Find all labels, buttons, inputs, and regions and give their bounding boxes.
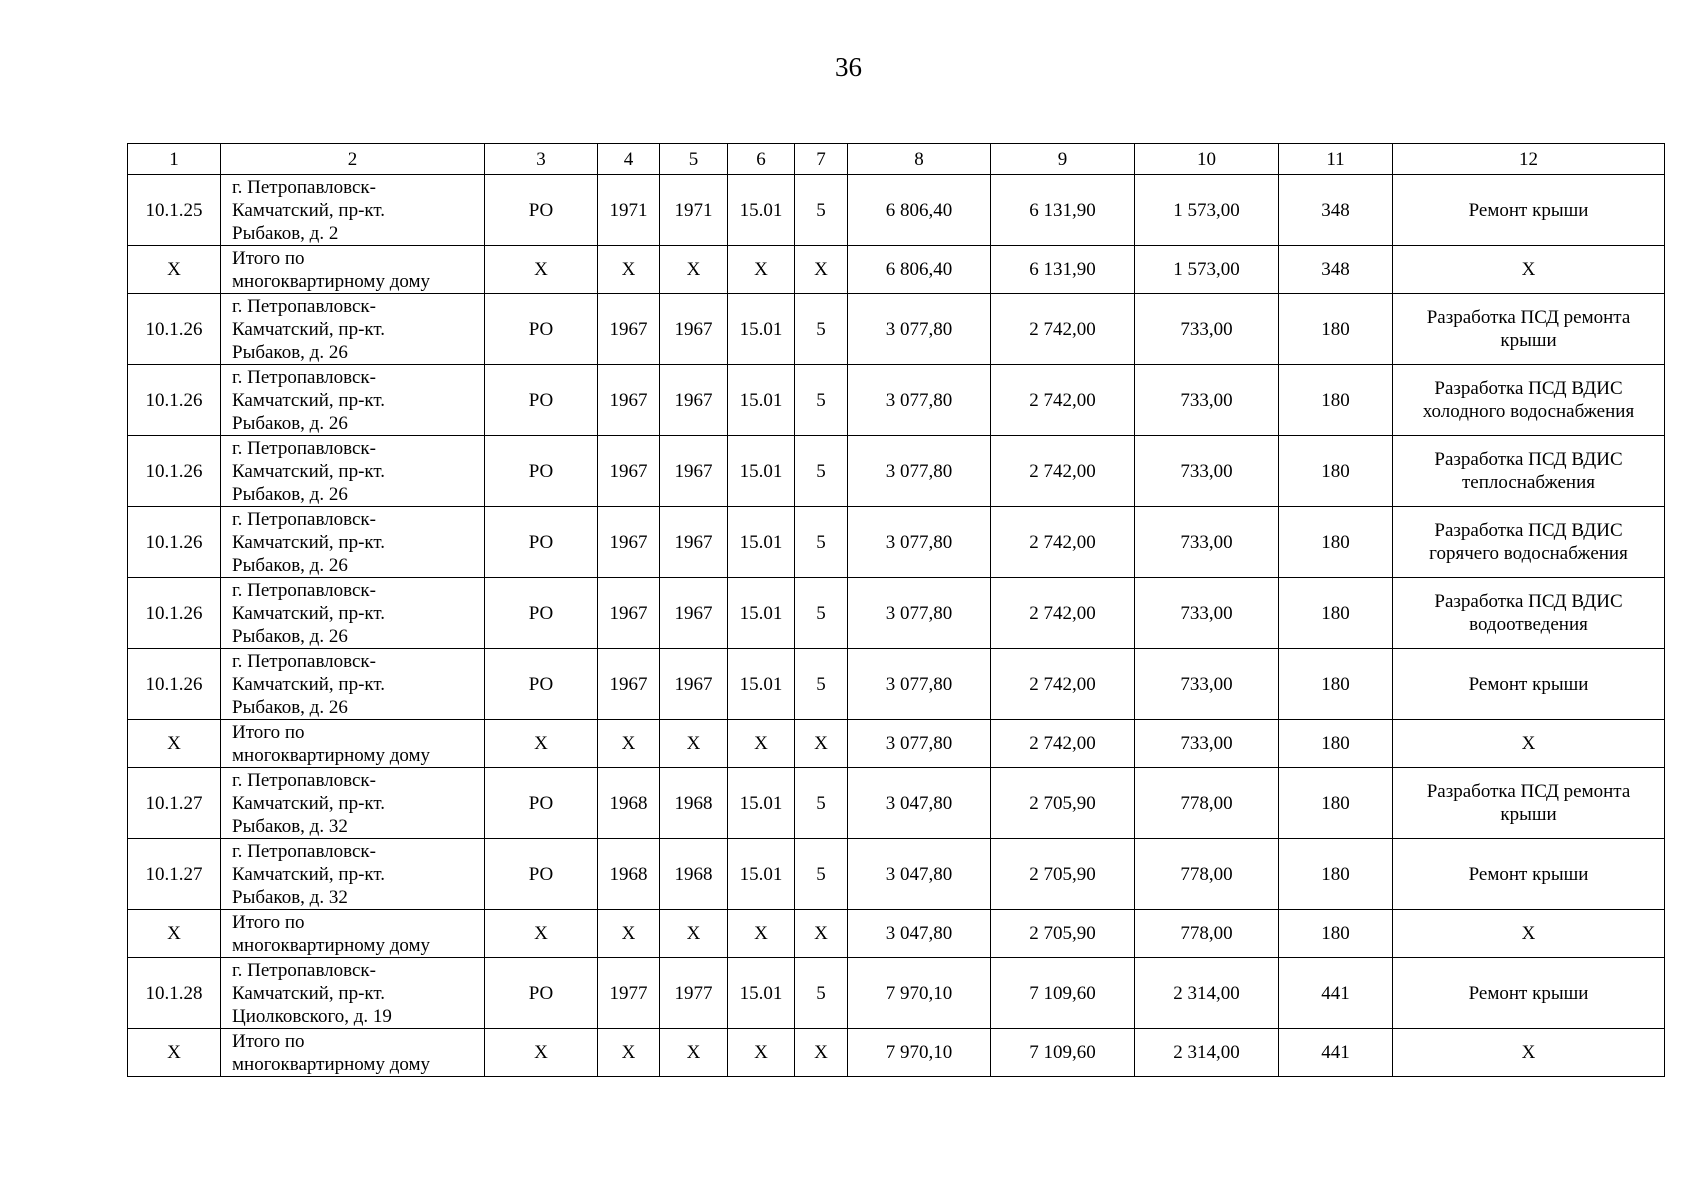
cell-floors: Х bbox=[795, 720, 848, 768]
table-row bbox=[128, 649, 1665, 720]
cell-living-area: 2 742,00 bbox=[991, 365, 1135, 436]
cell-work-type: Разработка ПСД ВДИС водоотведения bbox=[1393, 578, 1665, 649]
cell-living-area: 2 742,00 bbox=[991, 720, 1135, 768]
table-row bbox=[128, 436, 1665, 507]
cell-residents: 180 bbox=[1279, 436, 1393, 507]
cell-residents: 348 bbox=[1279, 175, 1393, 246]
cell-work-type: Разработка ПСД ремонта крыши bbox=[1393, 294, 1665, 365]
cell-year-commissioned: Х bbox=[660, 1029, 728, 1077]
cell-year-commissioned: 1968 bbox=[660, 768, 728, 839]
cell-living-area: 6 131,90 bbox=[991, 246, 1135, 294]
cell-address: г. Петропавловск- Камчатский, пр-кт. Циолковского, д. 19 bbox=[221, 958, 485, 1029]
cell-total-area: 3 077,80 bbox=[848, 720, 991, 768]
cell-floors: Х bbox=[795, 1029, 848, 1077]
cell-common-area: 733,00 bbox=[1135, 649, 1279, 720]
cell-residents: 180 bbox=[1279, 578, 1393, 649]
cell-year-commissioned: 1967 bbox=[660, 365, 728, 436]
cell-address: Итого по многоквартирному дому bbox=[221, 910, 485, 958]
cell-total-area: 3 047,80 bbox=[848, 910, 991, 958]
table-row bbox=[128, 507, 1665, 578]
cell-owner-type: РО bbox=[485, 294, 598, 365]
cell-year-built: 1967 bbox=[598, 436, 660, 507]
cell-common-area: 733,00 bbox=[1135, 578, 1279, 649]
cell-floors: 5 bbox=[795, 294, 848, 365]
cell-living-area: 2 705,90 bbox=[991, 839, 1135, 910]
column-number-header: 1 bbox=[128, 144, 221, 175]
cell-floors: 5 bbox=[795, 649, 848, 720]
cell-common-area: 778,00 bbox=[1135, 910, 1279, 958]
cell-row-number: 10.1.26 bbox=[128, 578, 221, 649]
cell-residents: 441 bbox=[1279, 958, 1393, 1029]
cell-living-area: 2 705,90 bbox=[991, 910, 1135, 958]
cell-year-built: Х bbox=[598, 910, 660, 958]
cell-year-commissioned: Х bbox=[660, 720, 728, 768]
cell-row-number: 10.1.27 bbox=[128, 839, 221, 910]
cell-year-built: 1967 bbox=[598, 294, 660, 365]
cell-common-area: 1 573,00 bbox=[1135, 175, 1279, 246]
cell-row-number: Х bbox=[128, 720, 221, 768]
cell-wall-material: 15.01 bbox=[728, 649, 795, 720]
cell-address: Итого по многоквартирному дому bbox=[221, 1029, 485, 1077]
cell-work-type: Х bbox=[1393, 1029, 1665, 1077]
table-row bbox=[128, 365, 1665, 436]
table-row bbox=[128, 768, 1665, 839]
cell-living-area: 2 705,90 bbox=[991, 768, 1135, 839]
cell-year-commissioned: Х bbox=[660, 246, 728, 294]
cell-address: г. Петропавловск- Камчатский, пр-кт. Рыбаков, д. 26 bbox=[221, 294, 485, 365]
cell-common-area: 778,00 bbox=[1135, 839, 1279, 910]
cell-row-number: 10.1.26 bbox=[128, 365, 221, 436]
cell-floors: Х bbox=[795, 246, 848, 294]
cell-row-number: 10.1.28 bbox=[128, 958, 221, 1029]
cell-residents: 180 bbox=[1279, 649, 1393, 720]
cell-work-type: Ремонт крыши bbox=[1393, 175, 1665, 246]
column-number-header: 9 bbox=[991, 144, 1135, 175]
cell-owner-type: РО bbox=[485, 578, 598, 649]
cell-year-built: Х bbox=[598, 246, 660, 294]
cell-year-commissioned: Х bbox=[660, 910, 728, 958]
cell-row-number: 10.1.25 bbox=[128, 175, 221, 246]
cell-common-area: 1 573,00 bbox=[1135, 246, 1279, 294]
table-row bbox=[128, 578, 1665, 649]
cell-total-area: 3 077,80 bbox=[848, 436, 991, 507]
cell-total-area: 3 077,80 bbox=[848, 649, 991, 720]
cell-wall-material: Х bbox=[728, 1029, 795, 1077]
cell-living-area: 2 742,00 bbox=[991, 436, 1135, 507]
cell-total-area: 3 047,80 bbox=[848, 839, 991, 910]
column-number-header: 12 bbox=[1393, 144, 1665, 175]
cell-work-type: Разработка ПСД ВДИС горячего водоснабжения bbox=[1393, 507, 1665, 578]
cell-wall-material: 15.01 bbox=[728, 175, 795, 246]
cell-common-area: 733,00 bbox=[1135, 507, 1279, 578]
cell-work-type: Разработка ПСД ремонта крыши bbox=[1393, 768, 1665, 839]
cell-owner-type: РО bbox=[485, 958, 598, 1029]
cell-floors: 5 bbox=[795, 507, 848, 578]
cell-common-area: 733,00 bbox=[1135, 720, 1279, 768]
cell-total-area: 3 077,80 bbox=[848, 294, 991, 365]
cell-address: г. Петропавловск- Камчатский, пр-кт. Рыбаков, д. 26 bbox=[221, 578, 485, 649]
cell-floors: 5 bbox=[795, 839, 848, 910]
cell-owner-type: РО bbox=[485, 649, 598, 720]
cell-work-type: Ремонт крыши bbox=[1393, 958, 1665, 1029]
cell-year-built: 1968 bbox=[598, 768, 660, 839]
cell-living-area: 6 131,90 bbox=[991, 175, 1135, 246]
cell-work-type: Ремонт крыши bbox=[1393, 649, 1665, 720]
cell-address: г. Петропавловск- Камчатский, пр-кт. Рыбаков, д. 32 bbox=[221, 839, 485, 910]
cell-row-number: 10.1.26 bbox=[128, 507, 221, 578]
cell-total-area: 3 077,80 bbox=[848, 578, 991, 649]
cell-wall-material: Х bbox=[728, 910, 795, 958]
cell-row-number: Х bbox=[128, 246, 221, 294]
column-number-header: 10 bbox=[1135, 144, 1279, 175]
cell-common-area: 2 314,00 bbox=[1135, 1029, 1279, 1077]
cell-wall-material: 15.01 bbox=[728, 294, 795, 365]
table-row bbox=[128, 958, 1665, 1029]
table-row bbox=[128, 294, 1665, 365]
cell-row-number: 10.1.26 bbox=[128, 649, 221, 720]
cell-residents: 180 bbox=[1279, 294, 1393, 365]
cell-living-area: 2 742,00 bbox=[991, 294, 1135, 365]
cell-owner-type: Х bbox=[485, 910, 598, 958]
cell-total-area: 3 047,80 bbox=[848, 768, 991, 839]
total-row bbox=[128, 246, 1665, 294]
cell-year-commissioned: 1967 bbox=[660, 507, 728, 578]
cell-work-type: Ремонт крыши bbox=[1393, 839, 1665, 910]
cell-living-area: 2 742,00 bbox=[991, 578, 1135, 649]
cell-owner-type: Х bbox=[485, 720, 598, 768]
total-row bbox=[128, 720, 1665, 768]
cell-living-area: 2 742,00 bbox=[991, 507, 1135, 578]
cell-common-area: 733,00 bbox=[1135, 365, 1279, 436]
cell-wall-material: 15.01 bbox=[728, 578, 795, 649]
cell-residents: 180 bbox=[1279, 365, 1393, 436]
cell-address: г. Петропавловск- Камчатский, пр-кт. Рыбаков, д. 2 bbox=[221, 175, 485, 246]
page-number: 36 bbox=[835, 52, 862, 82]
cell-living-area: 2 742,00 bbox=[991, 649, 1135, 720]
cell-total-area: 6 806,40 bbox=[848, 175, 991, 246]
cell-year-commissioned: 1967 bbox=[660, 649, 728, 720]
cell-residents: 180 bbox=[1279, 720, 1393, 768]
cell-living-area: 7 109,60 bbox=[991, 958, 1135, 1029]
cell-wall-material: 15.01 bbox=[728, 365, 795, 436]
column-number-header: 7 bbox=[795, 144, 848, 175]
capital-repair-table bbox=[127, 143, 1665, 1077]
cell-year-built: 1967 bbox=[598, 578, 660, 649]
cell-wall-material: 15.01 bbox=[728, 839, 795, 910]
cell-wall-material: Х bbox=[728, 720, 795, 768]
cell-year-commissioned: 1967 bbox=[660, 578, 728, 649]
column-number-header: 4 bbox=[598, 144, 660, 175]
cell-year-built: 1968 bbox=[598, 839, 660, 910]
cell-address: г. Петропавловск- Камчатский, пр-кт. Рыбаков, д. 26 bbox=[221, 365, 485, 436]
table-row bbox=[128, 175, 1665, 246]
cell-address: Итого по многоквартирному дому bbox=[221, 246, 485, 294]
cell-row-number: 10.1.26 bbox=[128, 436, 221, 507]
table-header-row bbox=[128, 144, 1665, 175]
column-number-header: 6 bbox=[728, 144, 795, 175]
cell-owner-type: РО bbox=[485, 436, 598, 507]
cell-year-built: Х bbox=[598, 1029, 660, 1077]
cell-address: г. Петропавловск- Камчатский, пр-кт. Рыбаков, д. 26 bbox=[221, 436, 485, 507]
cell-address: г. Петропавловск- Камчатский, пр-кт. Рыбаков, д. 26 bbox=[221, 649, 485, 720]
cell-common-area: 2 314,00 bbox=[1135, 958, 1279, 1029]
cell-address: г. Петропавловск- Камчатский, пр-кт. Рыбаков, д. 32 bbox=[221, 768, 485, 839]
cell-owner-type: РО bbox=[485, 365, 598, 436]
cell-residents: 180 bbox=[1279, 507, 1393, 578]
cell-wall-material: 15.01 bbox=[728, 768, 795, 839]
cell-row-number: 10.1.27 bbox=[128, 768, 221, 839]
cell-row-number: Х bbox=[128, 910, 221, 958]
cell-wall-material: 15.01 bbox=[728, 958, 795, 1029]
cell-year-commissioned: 1967 bbox=[660, 294, 728, 365]
cell-year-commissioned: 1967 bbox=[660, 436, 728, 507]
cell-owner-type: РО bbox=[485, 839, 598, 910]
column-number-header: 3 bbox=[485, 144, 598, 175]
cell-total-area: 3 077,80 bbox=[848, 365, 991, 436]
cell-year-built: 1967 bbox=[598, 507, 660, 578]
cell-work-type: Разработка ПСД ВДИС теплоснабжения bbox=[1393, 436, 1665, 507]
cell-residents: 348 bbox=[1279, 246, 1393, 294]
cell-owner-type: РО bbox=[485, 175, 598, 246]
cell-year-commissioned: 1971 bbox=[660, 175, 728, 246]
cell-year-built: Х bbox=[598, 720, 660, 768]
cell-row-number: Х bbox=[128, 1029, 221, 1077]
total-row bbox=[128, 910, 1665, 958]
cell-owner-type: Х bbox=[485, 1029, 598, 1077]
cell-owner-type: РО bbox=[485, 768, 598, 839]
cell-floors: 5 bbox=[795, 175, 848, 246]
cell-residents: 180 bbox=[1279, 839, 1393, 910]
cell-work-type: Разработка ПСД ВДИС холодного водоснабжения bbox=[1393, 365, 1665, 436]
cell-year-built: 1967 bbox=[598, 649, 660, 720]
cell-common-area: 733,00 bbox=[1135, 436, 1279, 507]
cell-wall-material: 15.01 bbox=[728, 507, 795, 578]
cell-work-type: Х bbox=[1393, 910, 1665, 958]
table-row bbox=[128, 839, 1665, 910]
cell-total-area: 6 806,40 bbox=[848, 246, 991, 294]
column-number-header: 11 bbox=[1279, 144, 1393, 175]
cell-residents: 441 bbox=[1279, 1029, 1393, 1077]
cell-wall-material: 15.01 bbox=[728, 436, 795, 507]
cell-total-area: 3 077,80 bbox=[848, 507, 991, 578]
cell-residents: 180 bbox=[1279, 910, 1393, 958]
cell-work-type: Х bbox=[1393, 720, 1665, 768]
cell-owner-type: РО bbox=[485, 507, 598, 578]
column-number-header: 8 bbox=[848, 144, 991, 175]
column-number-header: 2 bbox=[221, 144, 485, 175]
cell-work-type: Х bbox=[1393, 246, 1665, 294]
cell-address: Итого по многоквартирному дому bbox=[221, 720, 485, 768]
cell-residents: 180 bbox=[1279, 768, 1393, 839]
cell-address: г. Петропавловск- Камчатский, пр-кт. Рыбаков, д. 26 bbox=[221, 507, 485, 578]
column-number-header: 5 bbox=[660, 144, 728, 175]
cell-year-commissioned: 1977 bbox=[660, 958, 728, 1029]
cell-floors: Х bbox=[795, 910, 848, 958]
cell-year-commissioned: 1968 bbox=[660, 839, 728, 910]
cell-total-area: 7 970,10 bbox=[848, 958, 991, 1029]
table-body bbox=[128, 144, 1665, 1077]
cell-owner-type: Х bbox=[485, 246, 598, 294]
cell-common-area: 778,00 bbox=[1135, 768, 1279, 839]
cell-year-built: 1971 bbox=[598, 175, 660, 246]
cell-floors: 5 bbox=[795, 436, 848, 507]
cell-year-built: 1967 bbox=[598, 365, 660, 436]
cell-common-area: 733,00 bbox=[1135, 294, 1279, 365]
cell-year-built: 1977 bbox=[598, 958, 660, 1029]
cell-wall-material: Х bbox=[728, 246, 795, 294]
cell-row-number: 10.1.26 bbox=[128, 294, 221, 365]
total-row bbox=[128, 1029, 1665, 1077]
cell-floors: 5 bbox=[795, 365, 848, 436]
cell-living-area: 7 109,60 bbox=[991, 1029, 1135, 1077]
cell-floors: 5 bbox=[795, 768, 848, 839]
cell-floors: 5 bbox=[795, 578, 848, 649]
cell-total-area: 7 970,10 bbox=[848, 1029, 991, 1077]
cell-floors: 5 bbox=[795, 958, 848, 1029]
